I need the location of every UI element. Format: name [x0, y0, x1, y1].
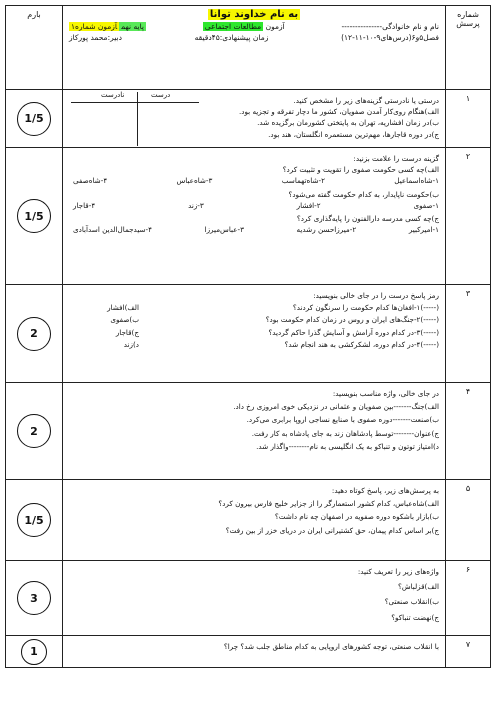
exam-number: آزمون شماره۱: [71, 22, 118, 31]
col-number-header: شماره پرسش: [446, 6, 491, 90]
statement: ب)در زمان افشاریه، تهران به پایتختی کشورمان برگزیده شد.: [257, 118, 439, 128]
chapter-info: فصل۵و۶(درس‌های۹-۱۰-۱۱-۱۲): [341, 32, 439, 42]
question-row-4: [6, 383, 491, 480]
question-instruction: درستی یا نادرستی گزینه‌های زیر را مشخص کنید.: [293, 96, 439, 105]
option[interactable]: ۱-شاه‌اسماعیل: [394, 176, 439, 186]
question-instruction: در جای خالی، واژه مناسب بنویسید:: [332, 389, 439, 398]
option[interactable]: ۲-میرزاحسن رشدیه: [296, 225, 357, 235]
score-circle: 1/5: [17, 199, 51, 233]
exam-table: [5, 5, 491, 668]
question-row-7: [6, 636, 491, 668]
option[interactable]: ۲-شاه‌تهماسب: [281, 176, 325, 186]
question-row-2: [6, 148, 491, 285]
header-line-2: [69, 34, 439, 42]
term: الف)قزلباش؟: [398, 582, 439, 592]
tf-right-label: درست: [151, 91, 171, 99]
option[interactable]: ۳-عباس‌میرزا: [204, 225, 244, 235]
sub-question: الف)چه کسی حکومت صفوی را تقویت و تثبیت کرد؟: [282, 165, 439, 175]
tf-divider-h: [71, 102, 199, 103]
subject: مطالعات اجتماعی: [204, 22, 262, 31]
exam-title: به نام خداوند توانا: [209, 9, 299, 20]
grade-block: [69, 23, 146, 31]
score-cell: [6, 561, 63, 636]
sub-question: ج)چه کسی مدرسه دارالفنون را پایه‌گذاری کرد؟: [296, 214, 439, 224]
question-row-5: [6, 480, 491, 561]
fill-blank: ج)عنوان--------توسط پادشاهان زند به جای پادشاه به کار رفت.: [251, 428, 439, 438]
question-instruction: با انقلاب صنعتی، توجه کشورهای اروپایی به کدام مناطق جلب شد؟ چرا؟: [223, 642, 439, 651]
fill-blank: د)امتیاز توتون و تنباکو به یک انگلیسی به نام--------واگذار شد.: [256, 441, 439, 451]
score-circle: 1: [21, 639, 47, 665]
option[interactable]: ۳-زند: [188, 200, 204, 210]
score-circle: 3: [17, 581, 51, 615]
option[interactable]: ۴-سیدجمال‌الدین اسدآبادی: [73, 225, 152, 235]
short-question: ج)بر اساس کدام پیمان، حق کشتیرانی ایران در دریای خزر از بین رفت؟: [225, 525, 439, 535]
matching-question: (-----)۲-جنگ‌های ایران و روس در زمان کدام حکومت بود؟: [265, 315, 439, 325]
question-number: ۵: [446, 480, 491, 561]
score-circle: 1/5: [17, 503, 51, 537]
score-circle: 2: [17, 414, 51, 448]
question-row-6: [6, 561, 491, 636]
name-label: نام و نام خانوادگی---------------: [341, 22, 439, 31]
matching-row: [69, 316, 439, 323]
tf-divider-v: [137, 92, 138, 146]
term: ب)انقلاب صنعتی؟: [384, 597, 439, 607]
question-body-7: [63, 636, 446, 668]
subject-block: آزمون مطالعات اجتماعی: [204, 22, 285, 31]
question-number: ۷: [446, 636, 491, 668]
question-instruction: گزینه درست را علامت بزنید:: [353, 154, 439, 163]
option[interactable]: ۱-امیرکبیر: [408, 225, 439, 235]
question-instruction: رمز پاسخ درست را در جای خالی بنویسید:: [313, 291, 439, 300]
matching-row: [69, 304, 439, 311]
tf-wrong-label: نادرست: [101, 91, 125, 99]
matching-row: [69, 329, 439, 336]
header-line-1: [69, 23, 439, 31]
score-cell: [6, 636, 63, 668]
short-question: ب)بازار باشکوه دوره صفویه در اصفهان چه نام داشت؟: [274, 512, 439, 522]
question-body-4: [63, 383, 446, 480]
options-row: [69, 177, 439, 184]
question-number: ۲: [446, 148, 491, 285]
question-row-3: [6, 285, 491, 383]
true-false-grid: [71, 92, 201, 146]
exam-sheet: [5, 5, 491, 697]
question-body-5: [63, 480, 446, 561]
col-score-header: بارم: [6, 6, 63, 90]
score-cell: [6, 90, 63, 148]
question-instruction: به پرسش‌های زیر، پاسخ کوتاه دهید:: [331, 486, 439, 495]
teacher-info: دبیر:محمد پورکاز: [69, 32, 122, 42]
header-row: [6, 6, 491, 90]
grade: پایه نهم: [121, 22, 144, 31]
score-circle: 1/5: [17, 102, 51, 136]
options-row: [69, 202, 439, 209]
matching-question: (-----)۳-در کدام دوره آرامش و آسایش گذرا حاکم گردید؟: [268, 327, 439, 337]
score-cell: [6, 383, 63, 480]
header-body: [63, 6, 446, 90]
score-cell: [6, 480, 63, 561]
question-body-1: [63, 90, 446, 148]
option[interactable]: ۴-شاه‌صفی: [73, 176, 108, 186]
matching-answer: ب)صفوی: [110, 315, 139, 325]
short-question: الف)شاه‌عباس، کدام کشور استعمارگر را از جزایر خلیج فارس بیرون کرد؟: [218, 499, 439, 509]
question-body-2: [63, 148, 446, 285]
term: ج)نهضت تنباکو؟: [391, 612, 439, 622]
option[interactable]: ۲-افشار: [296, 200, 321, 210]
sub-question: ب)حکومت ناپایدار، به کدام حکومت گفته می‌شود؟: [288, 189, 439, 199]
question-row-1: [6, 90, 491, 148]
option[interactable]: ۱-صفوی: [413, 200, 439, 210]
fill-blank: الف)جنگ-------بین صفویان و عثمانی در نزدیکی خوی امروزی رخ داد.: [233, 402, 439, 412]
matching-answer: ج)قاجار: [115, 327, 139, 337]
option[interactable]: ۴-قاجار: [73, 200, 96, 210]
score-cell: [6, 148, 63, 285]
score-cell: [6, 285, 63, 383]
question-number: ۴: [446, 383, 491, 480]
statement: ج)در دوره قاجارها، مهم‌ترین مستعمره انگلستان، هند بود.: [268, 129, 439, 139]
question-number: ۱: [446, 90, 491, 148]
question-body-6: [63, 561, 446, 636]
score-circle: 2: [17, 317, 51, 351]
options-row: [69, 226, 439, 233]
option[interactable]: ۳-شاه‌عباس: [176, 176, 213, 186]
matching-question: (-----)۴-در کدام دوره، لشکرکشی به هند انجام شد؟: [284, 339, 439, 349]
statement: الف)هنگام روی‌کار آمدن صفویان، کشور ما دچار تفرقه و تجزیه بود.: [238, 107, 439, 117]
matching-answer: الف)افشار: [107, 303, 139, 313]
matching-row: [69, 341, 439, 348]
question-number: ۳: [446, 285, 491, 383]
matching-answer: د)زند: [123, 339, 139, 349]
time-info: زمان پیشنهادی:۴۵دقیقه: [194, 32, 269, 42]
question-body-3: [63, 285, 446, 383]
matching-question: (-----)۱-افغان‌ها کدام حکومت را سرنگون کردند؟: [292, 303, 439, 313]
question-instruction: واژه‌های زیر را تعریف کنید:: [357, 567, 439, 576]
question-number: ۶: [446, 561, 491, 636]
fill-blank: ب)صنعت-------دوره صفوی با صنایع نساجی اروپا برابری می‌کرد.: [246, 415, 439, 425]
